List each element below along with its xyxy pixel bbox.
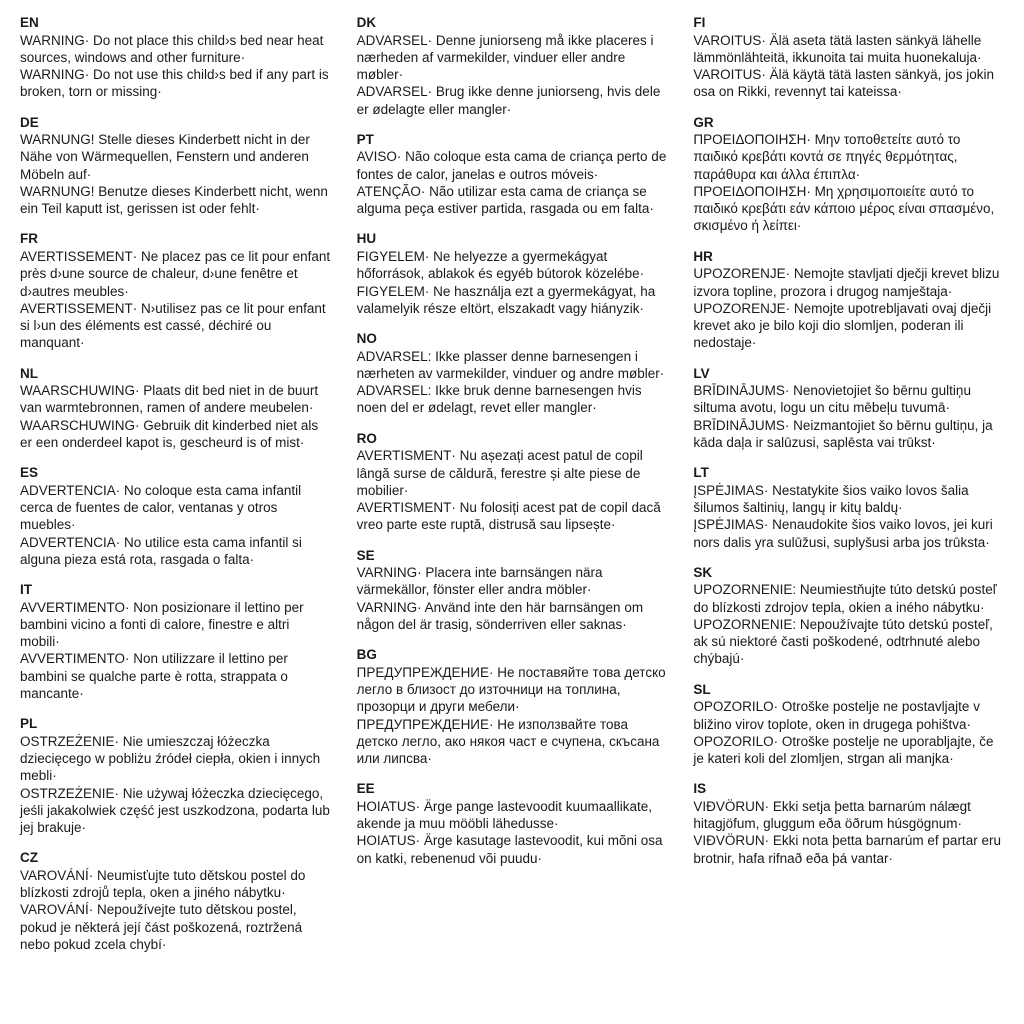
warning-paragraph: ПРЕДУПРЕЖДЕНИЕ· Не поставяйте това детско легло в близост до източници на топлина, прозорци и други мебели· xyxy=(356,664,666,715)
warning-paragraph: OSTRZEŻENIE· Nie używaj łóżeczka dziecięcego, jeśli jakakolwiek część jest uszkodzona, podarta lub jej brakuje· xyxy=(20,785,330,836)
warning-paragraph: FIGYELEM· Ne helyezze a gyermekágyat hőforrások, ablakok és egyéb bútorok közelébe· xyxy=(356,249,645,282)
language-code: HU xyxy=(356,231,377,247)
warning-paragraph: ADVERTENCIA· No utilice esta cama infantil si alguna pieza está rota, rasgada o falta· xyxy=(20,534,302,567)
language-section-ee xyxy=(357,780,668,867)
warning-paragraph: ПРЕДУПРЕЖДЕНИЕ· Не използвайте това детско легло, ако някоя част е счупена, скъсана или липсва· xyxy=(356,716,660,767)
language-code: EN xyxy=(20,15,39,30)
column-3 xyxy=(693,14,1004,880)
warning-paragraph: UPOZORENJE· Nemojte upotrebljavati ovaj dječji krevet ako je bilo koji dio slomljen, poderan ili nedostaje· xyxy=(693,300,992,351)
language-section-hu xyxy=(357,230,668,317)
language-code: IT xyxy=(20,582,32,598)
language-section-pl xyxy=(20,715,331,836)
language-code: CZ xyxy=(20,850,38,866)
language-code: NL xyxy=(20,365,38,381)
language-code: LT xyxy=(693,465,709,481)
warning-paragraph: UPOZORENJE· Nemojte stavljati dječji krevet blizu izvora topline, prozora i drugog namještaja· xyxy=(693,266,1000,299)
language-code: RO xyxy=(356,430,377,446)
column-1 xyxy=(20,14,331,966)
language-section-fr xyxy=(20,230,331,351)
language-section-is xyxy=(693,780,1004,867)
language-code: BG xyxy=(356,647,377,663)
warning-paragraph: UPOZORNENIE: Nepoužívajte túto detskú posteľ, ak sú niektoré časti poškodené, odtrhnuté alebo chýbajú· xyxy=(693,616,993,667)
warning-paragraph: AVERTISMENT· Nu așezați acest patul de copil lângă surse de căldură, ferestre și alte piese de mobilier· xyxy=(356,448,643,498)
warning-paragraph: HOIATUS· Ärge pange lastevoodit kuumaallikate, akende ja muu mööbli lähedusse· xyxy=(356,798,653,832)
warning-paragraph: WAARSCHUWING· Plaats dit bed niet in de buurt van warmtebronnen, ramen of andere meubelen· xyxy=(20,383,319,416)
warning-paragraph: VARNING· Placera inte barnsängen nära värmekällor, fönster eller andra möbler· xyxy=(356,565,603,598)
language-code: SK xyxy=(693,564,713,580)
language-code: PL xyxy=(20,716,38,732)
warning-columns xyxy=(20,14,1004,966)
warning-paragraph: WARNING· Do not use this child›s bed if any part is broken, torn or missing· xyxy=(20,67,329,100)
warning-paragraph: ADVARSEL· Denne juniorseng må ikke placeres i nærheden af varmekilder, vinduer eller andre møbler· xyxy=(356,32,654,83)
language-section-it xyxy=(20,581,331,702)
warning-paragraph: BRĪDINĀJUMS· Nenovietojiet šo bērnu gultiņu siltuma avotu, logu un citu mēbeļu tuvumā· xyxy=(693,383,971,416)
column-2 xyxy=(357,14,668,880)
warning-paragraph: BRĪDINĀJUMS· Neizmantojiet šo bērnu gultiņu, ja kāda daļa ir salūzusi, saplēsta vai trūkst· xyxy=(693,417,993,450)
language-code: PT xyxy=(356,131,374,147)
warning-paragraph: AVERTISSEMENT· N›utilisez pas ce lit pour enfant si l›un des éléments est cassé, déchiré ou manquant· xyxy=(20,300,326,351)
language-section-no xyxy=(357,330,668,417)
warning-paragraph: OPOZORILO· Otroške postelje ne uporabljajte, če je kateri koli del zlomljen, strgan ali manjka· xyxy=(693,733,994,767)
warning-paragraph: OSTRZEŻENIE· Nie umieszczaj łóżeczka dziecięcego w pobliżu źródeł ciepła, okien i innych mebli· xyxy=(20,733,321,784)
language-code: DE xyxy=(20,114,39,130)
warning-paragraph: WARNING· Do not place this child›s bed near heat sources, windows and other furniture· xyxy=(20,32,324,65)
language-code: SE xyxy=(356,547,375,563)
language-code: SL xyxy=(693,681,711,697)
warning-paragraph: OPOZORILO· Otroške postelje ne postavljajte v bližino virov toplote, oken in drugega pohištva· xyxy=(693,699,980,732)
language-section-gr xyxy=(693,114,1004,235)
language-code: GR xyxy=(693,114,714,130)
language-section-de xyxy=(20,114,331,218)
warning-paragraph: ĮSPĖJIMAS· Nestatykite šios vaiko lovos šalia šilumos šaltinių, langų ir kitų baldų· xyxy=(693,482,969,516)
warning-paragraph: FIGYELEM· Ne használja ezt a gyermekágyat, ha valamelyik része eltört, elszakadt vagy hiányzik· xyxy=(356,283,656,316)
language-code: HR xyxy=(693,248,713,264)
language-section-cz xyxy=(20,849,331,953)
language-section-es xyxy=(20,464,331,568)
language-section-sl xyxy=(693,681,1004,768)
warning-paragraph: UPOZORNENIE: Neumiestňujte túto detskú posteľ do blízkosti zdrojov tepla, okien a iného nábytku· xyxy=(693,582,997,615)
warning-paragraph: VIÐVÖRUN· Ekki nota þetta barnarúm ef partar eru brotnir, hafa rifnað eða þá vantar· xyxy=(693,833,1001,866)
language-section-dk xyxy=(357,14,668,118)
warning-paragraph: VARNING· Använd inte den här barnsängen om någon del är trasig, sönderriven eller saknas· xyxy=(356,599,644,632)
warning-paragraph: VIÐVÖRUN· Ekki setja þetta barnarúm nálægt hitagjöfum, gluggum eða öðrum húsgögnum· xyxy=(693,798,971,832)
language-section-en xyxy=(20,14,331,101)
warning-paragraph: VAROVÁNÍ· Neumisťujte tuto dětskou postel do blízkosti zdrojů tepla, oken a jiného nábytku· xyxy=(20,867,306,901)
warning-paragraph: VAROITUS· Älä käytä tätä lasten sänkyä, jos jokin osa on Rikki, revennyt tai kateissa· xyxy=(693,67,994,100)
language-code: LV xyxy=(693,365,710,381)
warning-paragraph: HOIATUS· Ärge kasutage lastevoodit, kui mõni osa on katki, rebenenud või puudu· xyxy=(356,833,663,866)
warning-paragraph: ADVARSEL: Ikke bruk denne barnesengen hvis noen del er ødelagt, revet eller mangler· xyxy=(356,383,642,416)
language-section-ro xyxy=(357,430,668,534)
warning-paragraph: WARNUNG! Benutze dieses Kinderbett nicht, wenn ein Teil kaputt ist, gerissen ist oder fehlt· xyxy=(20,183,328,217)
warning-paragraph: ADVERTENCIA· No coloque esta cama infantil cerca de fuentes de calor, ventanas y otros muebles· xyxy=(20,482,302,533)
language-section-lt xyxy=(693,464,1004,551)
language-code: NO xyxy=(356,331,377,347)
language-code: FI xyxy=(693,15,706,30)
warning-paragraph: ADVARSEL: Ikke plasser denne barnesengen i nærheten av varmekilder, vinduer og andre møbler· xyxy=(356,348,665,381)
language-section-sk xyxy=(693,564,1004,668)
language-section-pt xyxy=(357,131,668,218)
language-code: IS xyxy=(693,781,707,797)
language-section-fi xyxy=(693,14,1004,101)
warning-paragraph: ĮSPĖJIMAS· Nenaudokite šios vaiko lovos, jei kuri nors dalis yra sulūžusi, suplyšusi arba jos trūksta· xyxy=(693,517,993,550)
warning-paragraph: AVERTISSEMENT· Ne placez pas ce lit pour enfant près d›une source de chaleur, d›une fenêtre et d›autres meubles· xyxy=(20,249,331,299)
language-section-hr xyxy=(693,248,1004,352)
warning-paragraph: AVVERTIMENTO· Non posizionare il lettino per bambini vicino a fonti di calore, finestre e altri mobili· xyxy=(20,599,304,650)
language-section-bg xyxy=(357,646,668,767)
language-section-lv xyxy=(693,365,1004,452)
warning-paragraph: WAARSCHUWING· Gebruik dit kinderbed niet als er een onderdeel kapot is, gescheurd is of mist· xyxy=(20,417,319,450)
language-code: ES xyxy=(20,465,39,481)
language-code: FR xyxy=(20,231,38,247)
warning-paragraph: ΠΡΟΕΙΔΟΠΟΙΗΣΗ· Μην τοποθετείτε αυτό το παιδικό κρεβάτι κοντά σε πηγές θερμότητας, παράθυρα και άλλα έπιπλα· xyxy=(693,132,961,182)
warning-paragraph: VAROITUS· Älä aseta tätä lasten sänkyä lähelle lämmönlähteitä, ikkunoita tai muita huonekaluja· xyxy=(693,32,982,65)
language-section-nl xyxy=(20,365,331,452)
language-code: DK xyxy=(356,15,377,30)
language-section-se xyxy=(357,547,668,634)
warning-paragraph: AVVERTIMENTO· Non utilizzare il lettino per bambini se qualche parte è rotta, strappata o mancante· xyxy=(20,651,288,701)
warning-paragraph: VAROVÁNÍ· Nepoužívejte tuto dětskou postel, pokud je některá její část poškozená, roztržená nebo pokud zcela chybí· xyxy=(20,902,303,952)
language-code: EE xyxy=(356,781,375,797)
warning-paragraph: ΠΡΟΕΙΔΟΠΟΙΗΣΗ· Μη χρησιμοποιείτε αυτό το παιδικό κρεβάτι εάν κάποιο μέρος είναι σπασμένο, σκισμένο ή λείπει· xyxy=(693,183,995,234)
warning-paragraph: ATENÇÃO· Não utilizar esta cama de criança se alguma peça estiver partida, rasgada ou em falta· xyxy=(356,183,654,217)
warning-paragraph: AVISO· Não coloque esta cama de criança perto de fontes de calor, janelas e outros móveis· xyxy=(356,149,667,182)
warning-paragraph: AVERTISMENT· Nu folosiți acest pat de copil dacă vreo parte este ruptă, distrusă sau lipsește· xyxy=(356,500,661,533)
warning-paragraph: ADVARSEL· Brug ikke denne juniorseng, hvis dele er ødelagte eller mangler· xyxy=(356,84,661,117)
warning-paragraph: WARNUNG! Stelle dieses Kinderbett nicht in der Nähe von Wärmequellen, Fenstern und anderen Möbeln auf· xyxy=(20,132,310,182)
